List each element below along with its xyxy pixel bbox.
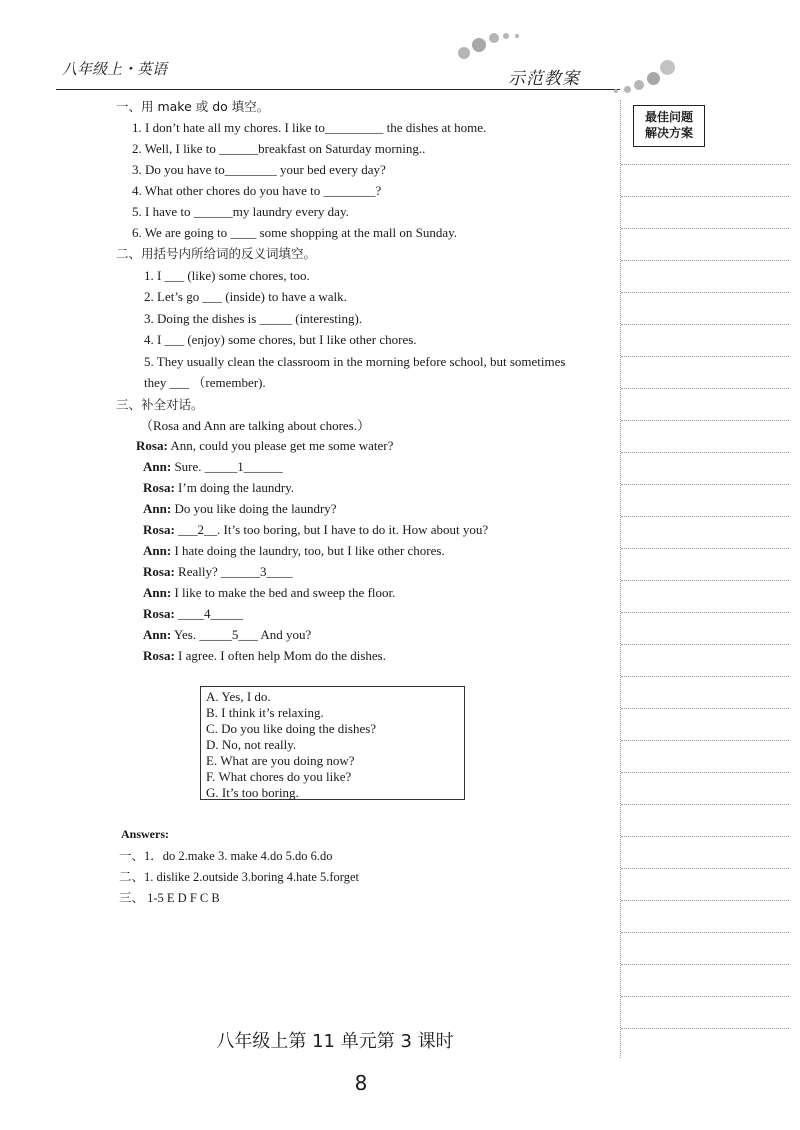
dialogue-line-3 [143,480,294,496]
dialogue-line-7 [143,564,293,580]
dialogue-line-9 [143,606,243,622]
s1-item-2: 2. Well, I like to ______breakfast on Saturday morning.. [132,141,426,156]
line-text: ___2__. It’s too boring, but I have to do it. How about you? [174,522,489,537]
speaker: Rosa: [143,606,175,621]
page-number: 8 [354,1071,368,1095]
s1-item-1: 1. I don’t hate all my chores. I like to_________ the dishes at home. [132,120,487,135]
dialogue-line-8 [143,585,395,601]
speaker: Rosa: [143,564,175,579]
line-text: I agree. I often help Mom do the dishes. [174,648,386,663]
answers-line-3: 三、 1-5 E D F C B [119,891,220,905]
sidebar-title-line1: 最佳问题 [644,110,693,124]
speaker: Ann: [143,459,172,474]
line-text: Really? ______3____ [174,564,293,579]
section1-heading: 一、用 make 或 do 填空。 [116,99,270,114]
dialogue-line-10 [143,627,311,643]
sidebar-title [633,105,705,147]
dialogue-line-2 [143,459,283,475]
s1-item-6: 6. We are going to ____ some shopping at the mall on Sunday. [132,225,457,240]
dialogue-intro: （Rosa and Ann are talking about chores.） [140,418,370,433]
line-text: I’m doing the laundry. [174,480,295,495]
section3-heading: 三、补全对话。 [116,397,204,412]
s1-item-3: 3. Do you have to________ your bed every day? [132,162,386,177]
header-rule [56,89,620,90]
dialogue-line-11 [143,648,386,664]
section2-heading: 二、用括号内所给词的反义词填空。 [116,246,317,261]
speaker: Ann: [143,627,172,642]
option-b: B. I think it’s relaxing. [206,705,324,720]
line-text: Yes. _____5___ And you? [171,627,312,642]
option-c: C. Do you like doing the dishes? [206,721,377,736]
header-section: 示范教案 [508,69,580,89]
dialogue-line-4 [143,501,337,517]
s2-item-1: 1. I ___ (like) some chores, too. [144,268,310,283]
line-text: I like to make the bed and sweep the floor. [171,585,396,600]
dialogue-line-1 [136,438,393,454]
s2-item-2: 2. Let’s go ___ (inside) to have a walk. [144,289,347,304]
line-text: Ann, could you please get me some water? [167,438,394,453]
header-subject: 八年级上・英语 [62,60,168,78]
s2-item-5-cont: they ___ （remember). [144,375,266,390]
line-text: I hate doing the laundry, too, but I like other chores. [171,543,445,558]
answers-line-2: 二、1. dislike 2.outside 3.boring 4.hate 5.forget [119,870,360,884]
s1-item-4: 4. What other chores do you have to ________? [132,183,382,198]
answers-line-1: 一、1．do 2.make 3. make 4.do 5.do 6.do [119,849,333,863]
lesson-title: 八年级上第 11 单元第 3 课时 [216,1031,454,1052]
answers-title: Answers: [121,827,169,841]
notes-sidebar [620,100,791,1058]
option-d: D. No, not really. [206,737,297,752]
option-a: A. Yes, I do. [206,689,271,704]
s2-item-4: 4. I ___ (enjoy) some chores, but I like other chores. [144,332,417,347]
line-text: Sure. _____1______ [171,459,283,474]
speaker: Rosa: [136,438,168,453]
option-g: G. It’s too boring. [206,785,299,800]
speaker: Ann: [143,501,172,516]
dialogue-line-6 [143,543,445,559]
line-text: Do you like doing the laundry? [171,501,337,516]
speaker: Rosa: [143,648,175,663]
sidebar-title-line2: 解决方案 [644,126,693,140]
s2-item-3: 3. Doing the dishes is _____ (interesting). [144,311,363,326]
speaker: Rosa: [143,480,175,495]
s1-item-5: 5. I have to ______my laundry every day. [132,204,349,219]
speaker: Ann: [143,585,172,600]
option-e: E. What are you doing now? [206,753,355,768]
speaker: Ann: [143,543,172,558]
s2-item-5: 5. They usually clean the classroom in the morning before school, but sometimes [144,354,566,369]
speaker: Rosa: [143,522,175,537]
dialogue-line-5 [143,522,488,538]
option-f: F. What chores do you like? [206,769,352,784]
line-text: ____4_____ [174,606,244,621]
